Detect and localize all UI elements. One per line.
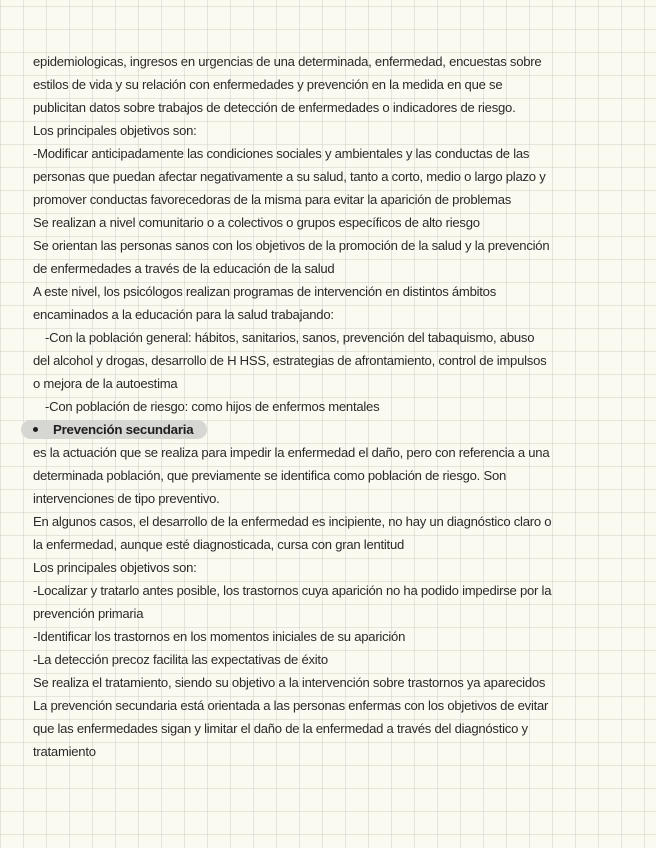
text-line: Se orientan las personas sanos con los objetivos de la promoción de la salud y la prevención	[33, 238, 550, 253]
text-line: Se realiza el tratamiento, siendo su objetivo a la intervención sobre trastornos ya aparecidos	[33, 675, 546, 690]
text-line: -Modificar anticipadamente las condiciones sociales y ambientales y las conductas de las	[33, 146, 530, 161]
text-line: determinada población, que previamente se identifica como población de riesgo. Son	[33, 468, 507, 483]
text-line: estilos de vida y su relación con enfermedades y prevención en la medida en que se	[33, 77, 503, 92]
text-line: es la actuación que se realiza para impedir la enfermedad el daño, pero con referencia a una	[33, 445, 550, 460]
text-line: o mejora de la autoestima	[33, 376, 178, 391]
bullet-icon	[33, 427, 38, 432]
text-line: -Identificar los trastornos en los momentos iniciales de su aparición	[33, 629, 406, 644]
text-line: intervenciones de tipo preventivo.	[33, 491, 220, 506]
text-line: encaminados a la educación para la salud trabajando:	[33, 307, 334, 322]
text-line: epidemiologicas, ingresos en urgencias de una determinada, enfermedad, encuestas sobre	[33, 54, 542, 69]
text-line: promover conductas favorecedoras de la misma para evitar la aparición de problemas	[33, 192, 512, 207]
text-line: del alcohol y drogas, desarrollo de H HSS, estrategias de afrontamiento, control de impulsos	[33, 353, 547, 368]
text-line: -Con población de riesgo: como hijos de enfermos mentales	[45, 399, 380, 414]
text-line: En algunos casos, el desarrollo de la enfermedad es incipiente, no hay un diagnóstico claro o	[33, 514, 552, 529]
text-line: Los principales objetivos son:	[33, 560, 197, 575]
text-line: Se realizan a nivel comunitario o a colectivos o grupos específicos de alto riesgo	[33, 215, 480, 230]
text-line: -Con la población general: hábitos, sanitarios, sanos, prevención del tabaquismo, abuso	[45, 330, 535, 345]
text-line: publicitan datos sobre trabajos de detección de enfermedades o indicadores de riesgo.	[33, 100, 516, 115]
section-heading-text: Prevención secundaria	[53, 422, 194, 437]
text-line: personas que puedan afectar negativamente a su salud, tanto a corto, medio o largo plazo y	[33, 169, 546, 184]
text-line: -La detección precoz facilita las expectativas de éxito	[33, 652, 328, 667]
text-line: A este nivel, los psicólogos realizan programas de intervención en distintos ámbitos	[33, 284, 497, 299]
text-line: La prevención secundaria está orientada a las personas enfermas con los objetivos de evitar	[33, 698, 549, 713]
text-line: Los principales objetivos son:	[33, 123, 197, 138]
section-heading	[21, 420, 207, 439]
text-line: de enfermedades a través de la educación de la salud	[33, 261, 335, 276]
text-line: -Localizar y tratarlo antes posible, los trastornos cuya aparición no ha podido impedirse por la	[33, 583, 552, 598]
section-heading-row	[33, 418, 633, 441]
text-line: que las enfermedades sigan y limitar el daño de la enfermedad a través del diagnóstico y	[33, 721, 528, 736]
text-line: prevención primaria	[33, 606, 144, 621]
text-line: la enfermedad, aunque esté diagnosticada, cursa con gran lentitud	[33, 537, 405, 552]
note-page	[33, 50, 633, 763]
text-line: tratamiento	[33, 744, 96, 759]
